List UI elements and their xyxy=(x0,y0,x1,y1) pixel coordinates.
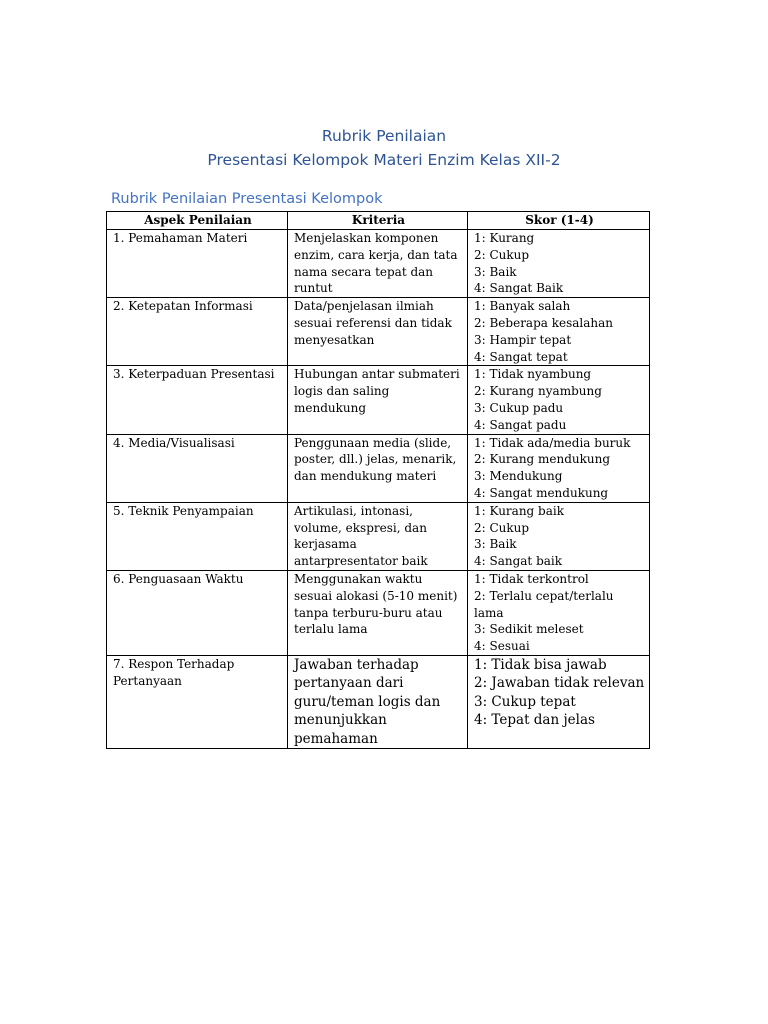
aspect-cell: 3. Keterpaduan Presentasi xyxy=(107,366,288,434)
document-title: Rubrik Penilaian xyxy=(321,127,447,145)
table-row xyxy=(107,298,650,366)
criteria-cell: Menggunakan waktu sesuai alokasi (5-10 menit) tanpa terburu-buru atau terlalu lama xyxy=(288,570,468,655)
score-line: 2: Kurang nyambung xyxy=(474,384,602,399)
score-cell xyxy=(468,570,650,655)
aspect-cell: 7. Respon Terhadap Pertanyaan xyxy=(107,655,288,749)
aspect-cell: 5. Teknik Penyampaian xyxy=(107,502,288,570)
score-line: 4: Sangat tepat xyxy=(474,349,568,364)
score-line: 1: Tidak bisa jawab xyxy=(474,656,607,673)
score-line: 3: Mendukung xyxy=(474,469,563,484)
aspect-cell: 1. Pemahaman Materi xyxy=(107,230,288,298)
table-row xyxy=(107,434,650,502)
score-line: 1: Kurang baik xyxy=(474,503,564,518)
score-line: 4: Sangat Baik xyxy=(474,281,564,296)
score-line: 2: Kurang mendukung xyxy=(474,452,611,467)
header-score: Skor (1-4) xyxy=(468,212,650,230)
score-line: 4: Tepat dan jelas xyxy=(474,712,595,729)
score-line: 4: Sesuai xyxy=(474,639,530,654)
criteria-cell: Penggunaan media (slide, poster, dll.) jelas, menarik, dan mendukung materi xyxy=(288,434,468,502)
score-line: 1: Tidak ada/media buruk xyxy=(474,435,631,450)
score-line: 1: Banyak salah xyxy=(474,299,571,314)
header-criteria: Kriteria xyxy=(288,212,468,230)
score-line: 3: Hampir tepat xyxy=(474,332,572,347)
criteria-cell: Jawaban terhadap pertanyaan dari guru/teman logis dan menunjukkan pemahaman xyxy=(288,655,468,749)
score-cell xyxy=(468,655,650,749)
document-subtitle: Presentasi Kelompok Materi Enzim Kelas XII-2 xyxy=(207,151,561,169)
score-line: 2: Cukup xyxy=(474,247,530,262)
table-header-row xyxy=(107,212,650,230)
table-row xyxy=(107,655,650,749)
score-line: 1: Tidak nyambung xyxy=(474,367,592,382)
score-line: 4: Sangat padu xyxy=(474,417,567,432)
score-line: 3: Baik xyxy=(474,537,517,552)
score-line: 2: Terlalu cepat/terlalu lama xyxy=(474,588,614,620)
score-line: 1: Tidak terkontrol xyxy=(474,571,589,586)
criteria-cell: Artikulasi, intonasi, volume, ekspresi, dan kerjasama antarpresentator baik xyxy=(288,502,468,570)
score-cell xyxy=(468,502,650,570)
score-line: 3: Cukup tepat xyxy=(474,693,576,710)
header-aspect: Aspek Penilaian xyxy=(107,212,288,230)
score-cell xyxy=(468,434,650,502)
table-row xyxy=(107,366,650,434)
score-line: 3: Baik xyxy=(474,264,517,279)
aspect-cell: 4. Media/Visualisasi xyxy=(107,434,288,502)
score-cell xyxy=(468,366,650,434)
score-line: 2: Cukup xyxy=(474,520,530,535)
score-line: 3: Sedikit meleset xyxy=(474,622,584,637)
criteria-cell: Hubungan antar submateri logis dan saling mendukung xyxy=(288,366,468,434)
criteria-cell: Data/penjelasan ilmiah sesuai referensi dan tidak menyesatkan xyxy=(288,298,468,366)
score-line: 4: Sangat baik xyxy=(474,554,563,569)
score-line: 4: Sangat mendukung xyxy=(474,485,609,500)
aspect-cell: 6. Penguasaan Waktu xyxy=(107,570,288,655)
score-line: 3: Cukup padu xyxy=(474,400,564,415)
score-line: 2: Beberapa kesalahan xyxy=(474,315,614,330)
score-line: 2: Jawaban tidak relevan xyxy=(474,675,645,692)
criteria-cell: Menjelaskan komponen enzim, cara kerja, dan tata nama secara tepat dan runtut xyxy=(288,230,468,298)
rubric-table xyxy=(106,211,650,749)
table-row xyxy=(107,502,650,570)
score-cell xyxy=(468,298,650,366)
section-heading: Rubrik Penilaian Presentasi Kelompok xyxy=(111,191,383,207)
score-cell xyxy=(468,230,650,298)
table-row xyxy=(107,570,650,655)
score-line: 1: Kurang xyxy=(474,231,535,245)
title-block xyxy=(0,124,768,172)
table-row xyxy=(107,230,650,298)
aspect-cell: 2. Ketepatan Informasi xyxy=(107,298,288,366)
